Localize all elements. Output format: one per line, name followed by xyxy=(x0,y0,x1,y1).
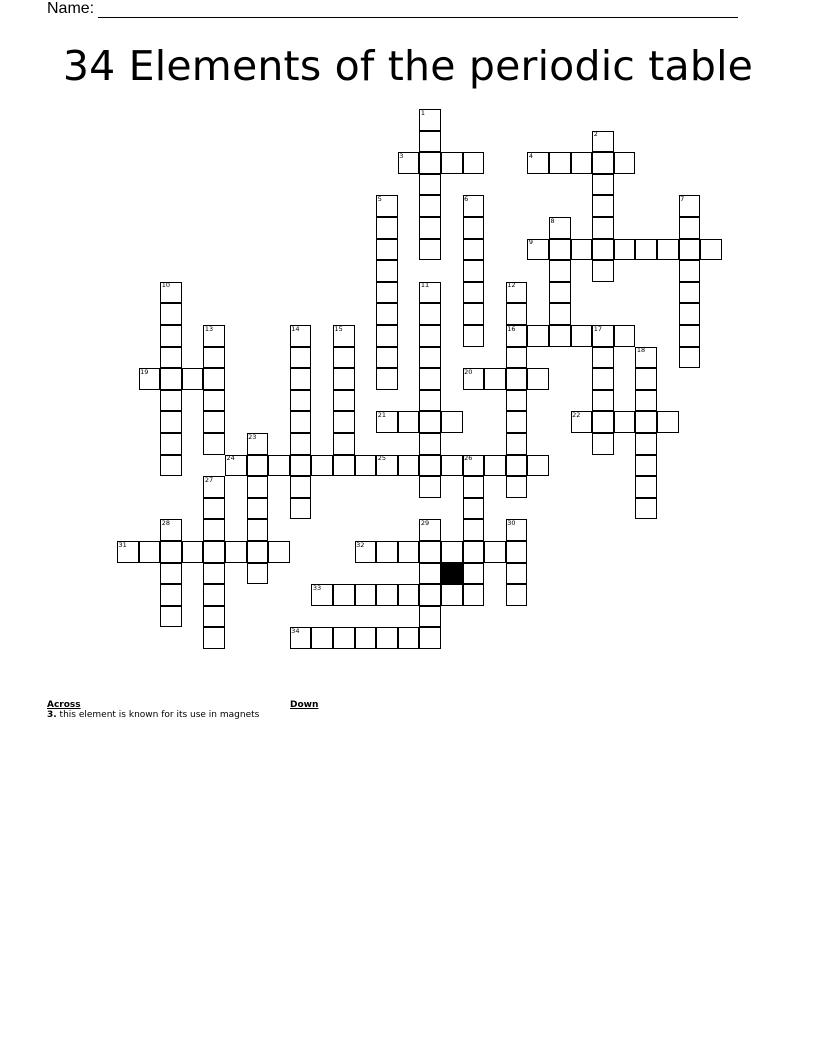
grid-cell[interactable] xyxy=(160,347,182,369)
grid-cell[interactable] xyxy=(571,152,593,174)
grid-cell[interactable] xyxy=(203,498,225,520)
grid-cell[interactable] xyxy=(592,368,614,390)
grid-cell[interactable] xyxy=(635,455,657,477)
grid-cell[interactable] xyxy=(679,303,701,325)
clue-number: 34 xyxy=(291,626,300,635)
grid-cell[interactable] xyxy=(376,239,398,261)
grid-cell[interactable] xyxy=(592,390,614,412)
grid-cell[interactable] xyxy=(419,584,441,606)
grid-cell[interactable] xyxy=(635,433,657,455)
down-heading: Down xyxy=(290,700,319,710)
page-title: 34 Elements of the periodic table xyxy=(62,42,754,90)
grid-cell[interactable] xyxy=(182,541,204,563)
grid-cell[interactable] xyxy=(635,390,657,412)
grid-cell[interactable] xyxy=(333,433,355,455)
grid-cell[interactable] xyxy=(160,584,182,606)
grid-cell[interactable] xyxy=(203,563,225,585)
grid-cell[interactable] xyxy=(419,433,441,455)
clue-number: 1 xyxy=(420,108,426,117)
grid-cell[interactable] xyxy=(592,217,614,239)
grid-cell[interactable] xyxy=(571,325,593,347)
grid-cell[interactable] xyxy=(441,411,463,433)
clue-number: 28 xyxy=(161,518,170,527)
grid-cell[interactable] xyxy=(592,195,614,217)
grid-cell[interactable] xyxy=(527,368,549,390)
clue-number: 20 xyxy=(464,367,473,376)
grid-cell[interactable] xyxy=(290,368,312,390)
grid-cell[interactable] xyxy=(333,390,355,412)
grid-cell[interactable] xyxy=(160,411,182,433)
grid-cell[interactable] xyxy=(376,303,398,325)
grid-cell[interactable] xyxy=(419,347,441,369)
grid-cell[interactable] xyxy=(203,584,225,606)
grid-cell[interactable] xyxy=(419,325,441,347)
grid-cell[interactable] xyxy=(635,239,657,261)
grid-cell[interactable] xyxy=(290,347,312,369)
grid-cell[interactable] xyxy=(139,541,161,563)
grid-cell[interactable] xyxy=(592,347,614,369)
grid-cell[interactable] xyxy=(203,390,225,412)
grid-cell[interactable] xyxy=(333,411,355,433)
grid-cell[interactable] xyxy=(419,131,441,153)
grid-cell[interactable] xyxy=(160,303,182,325)
grid-cell[interactable] xyxy=(614,325,636,347)
clue-number: 30 xyxy=(507,518,516,527)
grid-cell[interactable] xyxy=(679,325,701,347)
grid-cell[interactable] xyxy=(592,239,614,261)
grid-cell[interactable] xyxy=(549,239,571,261)
clue-item xyxy=(47,710,279,720)
grid-cell[interactable] xyxy=(679,282,701,304)
name-label: Name: xyxy=(47,0,95,17)
grid-cell[interactable] xyxy=(679,217,701,239)
grid-cell[interactable] xyxy=(549,282,571,304)
grid-cell[interactable] xyxy=(484,368,506,390)
grid-cell[interactable] xyxy=(290,390,312,412)
clue-number: 27 xyxy=(204,475,214,484)
grid-cell[interactable] xyxy=(441,455,463,477)
clue-number: 17 xyxy=(593,324,602,333)
clue-number: 13 xyxy=(204,324,214,333)
grid-cell[interactable] xyxy=(463,217,485,239)
across-heading: Across xyxy=(47,700,81,710)
grid-cell[interactable] xyxy=(441,152,463,174)
grid-cell[interactable] xyxy=(160,368,182,390)
grid-cell[interactable] xyxy=(290,411,312,433)
grid-cell[interactable] xyxy=(419,563,441,585)
grid-cell[interactable] xyxy=(203,606,225,628)
grid-cell[interactable] xyxy=(333,368,355,390)
grid-cell[interactable] xyxy=(463,541,485,563)
clue-number: 12 xyxy=(507,281,516,290)
grid-cell[interactable] xyxy=(463,239,485,261)
grid-cell[interactable] xyxy=(398,627,420,649)
clue-text: this element is known for its use in magnets xyxy=(56,710,260,721)
grid-cell[interactable] xyxy=(506,563,528,585)
grid-cell[interactable] xyxy=(635,411,657,433)
clue-column-1 xyxy=(47,700,279,723)
clue-number: 7 xyxy=(680,194,685,203)
grid-cell[interactable] xyxy=(679,260,701,282)
grid-cell[interactable] xyxy=(635,368,657,390)
grid-cell[interactable] xyxy=(290,476,312,498)
grid-cell[interactable] xyxy=(484,455,506,477)
clue-number: 10 xyxy=(161,281,170,290)
grid-cell[interactable] xyxy=(355,627,377,649)
grid-cell[interactable] xyxy=(398,541,420,563)
grid-cell[interactable] xyxy=(247,541,269,563)
clue-number: 22 xyxy=(572,410,581,419)
grid-cell[interactable] xyxy=(463,519,485,541)
grid-cell[interactable] xyxy=(506,541,528,563)
grid-cell[interactable] xyxy=(441,541,463,563)
grid-cell[interactable] xyxy=(657,239,679,261)
grid-cell[interactable] xyxy=(419,476,441,498)
clue-number: 16 xyxy=(507,324,516,333)
grid-cell[interactable] xyxy=(203,519,225,541)
clue-number: 29 xyxy=(420,518,430,527)
grid-cell[interactable] xyxy=(311,627,333,649)
grid-cell[interactable] xyxy=(679,347,701,369)
grid-cell[interactable] xyxy=(549,152,571,174)
grid-cell[interactable] xyxy=(398,584,420,606)
grid-cell[interactable] xyxy=(614,411,636,433)
grid-cell[interactable] xyxy=(463,584,485,606)
clue-number: 33 xyxy=(312,583,322,592)
grid-cell[interactable] xyxy=(592,433,614,455)
clue-number: 23 xyxy=(248,432,257,441)
grid-cell[interactable] xyxy=(614,239,636,261)
grid-cell[interactable] xyxy=(484,541,506,563)
grid-cell[interactable] xyxy=(527,455,549,477)
grid-cell[interactable] xyxy=(203,411,225,433)
grid-cell[interactable] xyxy=(419,455,441,477)
grid-cell[interactable] xyxy=(376,627,398,649)
grid-cell[interactable] xyxy=(592,260,614,282)
grid-cell[interactable] xyxy=(614,152,636,174)
grid-cell[interactable] xyxy=(182,368,204,390)
grid-cell[interactable] xyxy=(463,563,485,585)
clue-number: 9 xyxy=(528,238,534,247)
grid-cell[interactable] xyxy=(463,303,485,325)
clue-number: 6 xyxy=(464,194,469,203)
clue-number: 31 xyxy=(118,540,127,549)
clue-number: 21 xyxy=(377,410,386,419)
grid-cell[interactable] xyxy=(463,325,485,347)
grid-cell[interactable] xyxy=(290,433,312,455)
grid-cell[interactable] xyxy=(419,195,441,217)
clue-number: 8 xyxy=(550,216,555,225)
grid-cell[interactable] xyxy=(549,325,571,347)
grid-cell[interactable] xyxy=(506,411,528,433)
clue-number: 19 xyxy=(140,367,149,376)
grid-cell[interactable] xyxy=(355,584,377,606)
grid-cell[interactable] xyxy=(635,498,657,520)
grid-cell[interactable] xyxy=(571,239,593,261)
grid-cell[interactable] xyxy=(549,303,571,325)
grid-cell[interactable] xyxy=(203,368,225,390)
grid-cell[interactable] xyxy=(506,476,528,498)
grid-cell[interactable] xyxy=(247,498,269,520)
grid-cell[interactable] xyxy=(247,563,269,585)
grid-cell[interactable] xyxy=(506,390,528,412)
grid-cell[interactable] xyxy=(376,347,398,369)
grid-cell[interactable] xyxy=(160,325,182,347)
clue-number: 18 xyxy=(636,346,646,355)
clue-number: 14 xyxy=(291,324,300,333)
grid-cell[interactable] xyxy=(419,390,441,412)
grid-cell[interactable] xyxy=(506,368,528,390)
grid-cell[interactable] xyxy=(592,174,614,196)
clue-number: 24 xyxy=(226,454,235,463)
grid-cell[interactable] xyxy=(463,260,485,282)
grid-cell[interactable] xyxy=(463,498,485,520)
grid-cell[interactable] xyxy=(592,152,614,174)
grid-cell[interactable] xyxy=(247,476,269,498)
grid-cell[interactable] xyxy=(549,260,571,282)
grid-cell[interactable] xyxy=(463,152,485,174)
grid-cell[interactable] xyxy=(333,584,355,606)
grid-cell[interactable] xyxy=(506,347,528,369)
grid-cell[interactable] xyxy=(635,476,657,498)
clue-column-2 xyxy=(290,700,522,710)
grid-cell[interactable] xyxy=(506,455,528,477)
grid-cell[interactable] xyxy=(203,433,225,455)
grid-cell[interactable] xyxy=(268,455,290,477)
clue-number: 2 xyxy=(593,130,598,139)
grid-cell[interactable] xyxy=(592,411,614,433)
grid-cell[interactable] xyxy=(419,152,441,174)
grid-cell[interactable] xyxy=(311,455,333,477)
grid-cell[interactable] xyxy=(419,239,441,261)
grid-cell[interactable] xyxy=(376,541,398,563)
grid-cell[interactable] xyxy=(160,455,182,477)
grid-cell[interactable] xyxy=(506,584,528,606)
clue-number: 32 xyxy=(356,540,365,549)
grid-cell[interactable] xyxy=(247,455,269,477)
grid-cell[interactable] xyxy=(203,627,225,649)
grid-cell[interactable] xyxy=(376,325,398,347)
grid-cell[interactable] xyxy=(398,455,420,477)
grid-cell[interactable] xyxy=(268,541,290,563)
grid-cell[interactable] xyxy=(398,411,420,433)
clue-number: 11 xyxy=(420,281,430,290)
grid-cell[interactable] xyxy=(419,411,441,433)
grid-cell[interactable] xyxy=(376,217,398,239)
clue-number: 25 xyxy=(377,454,386,463)
grid-cell[interactable] xyxy=(419,303,441,325)
grid-cell[interactable] xyxy=(376,584,398,606)
grid-cell[interactable] xyxy=(333,627,355,649)
grid-cell[interactable] xyxy=(506,303,528,325)
grid-cell[interactable] xyxy=(419,541,441,563)
grid-cell[interactable] xyxy=(333,455,355,477)
grid-cell[interactable] xyxy=(376,368,398,390)
grid-cell[interactable] xyxy=(463,282,485,304)
clue-number-label: 3. xyxy=(47,710,57,721)
clue-number: 4 xyxy=(528,151,534,160)
clue-number: 5 xyxy=(377,194,382,203)
grid-cell[interactable] xyxy=(160,390,182,412)
grid-cell[interactable] xyxy=(247,519,269,541)
grid-cell[interactable] xyxy=(160,606,182,628)
black-cell xyxy=(441,563,463,585)
grid-cell[interactable] xyxy=(419,217,441,239)
grid-cell[interactable] xyxy=(419,174,441,196)
grid-cell[interactable] xyxy=(657,411,679,433)
grid-cell[interactable] xyxy=(376,282,398,304)
grid-cell[interactable] xyxy=(160,563,182,585)
grid-cell[interactable] xyxy=(290,498,312,520)
grid-cell[interactable] xyxy=(419,627,441,649)
grid-cell[interactable] xyxy=(160,541,182,563)
grid-cell[interactable] xyxy=(419,606,441,628)
clue-number: 15 xyxy=(334,324,343,333)
grid-cell[interactable] xyxy=(419,368,441,390)
grid-cell[interactable] xyxy=(333,347,355,369)
grid-cell[interactable] xyxy=(679,239,701,261)
grid-cell[interactable] xyxy=(355,455,377,477)
grid-cell[interactable] xyxy=(203,541,225,563)
grid-cell[interactable] xyxy=(463,476,485,498)
grid-cell[interactable] xyxy=(376,260,398,282)
grid-cell[interactable] xyxy=(527,325,549,347)
grid-cell[interactable] xyxy=(441,584,463,606)
grid-cell[interactable] xyxy=(203,347,225,369)
grid-cell[interactable] xyxy=(225,541,247,563)
grid-cell[interactable] xyxy=(290,455,312,477)
clue-number: 26 xyxy=(464,454,473,463)
clue-number: 3 xyxy=(399,151,404,160)
grid-cell[interactable] xyxy=(160,433,182,455)
grid-cell[interactable] xyxy=(506,433,528,455)
grid-cell[interactable] xyxy=(700,239,722,261)
